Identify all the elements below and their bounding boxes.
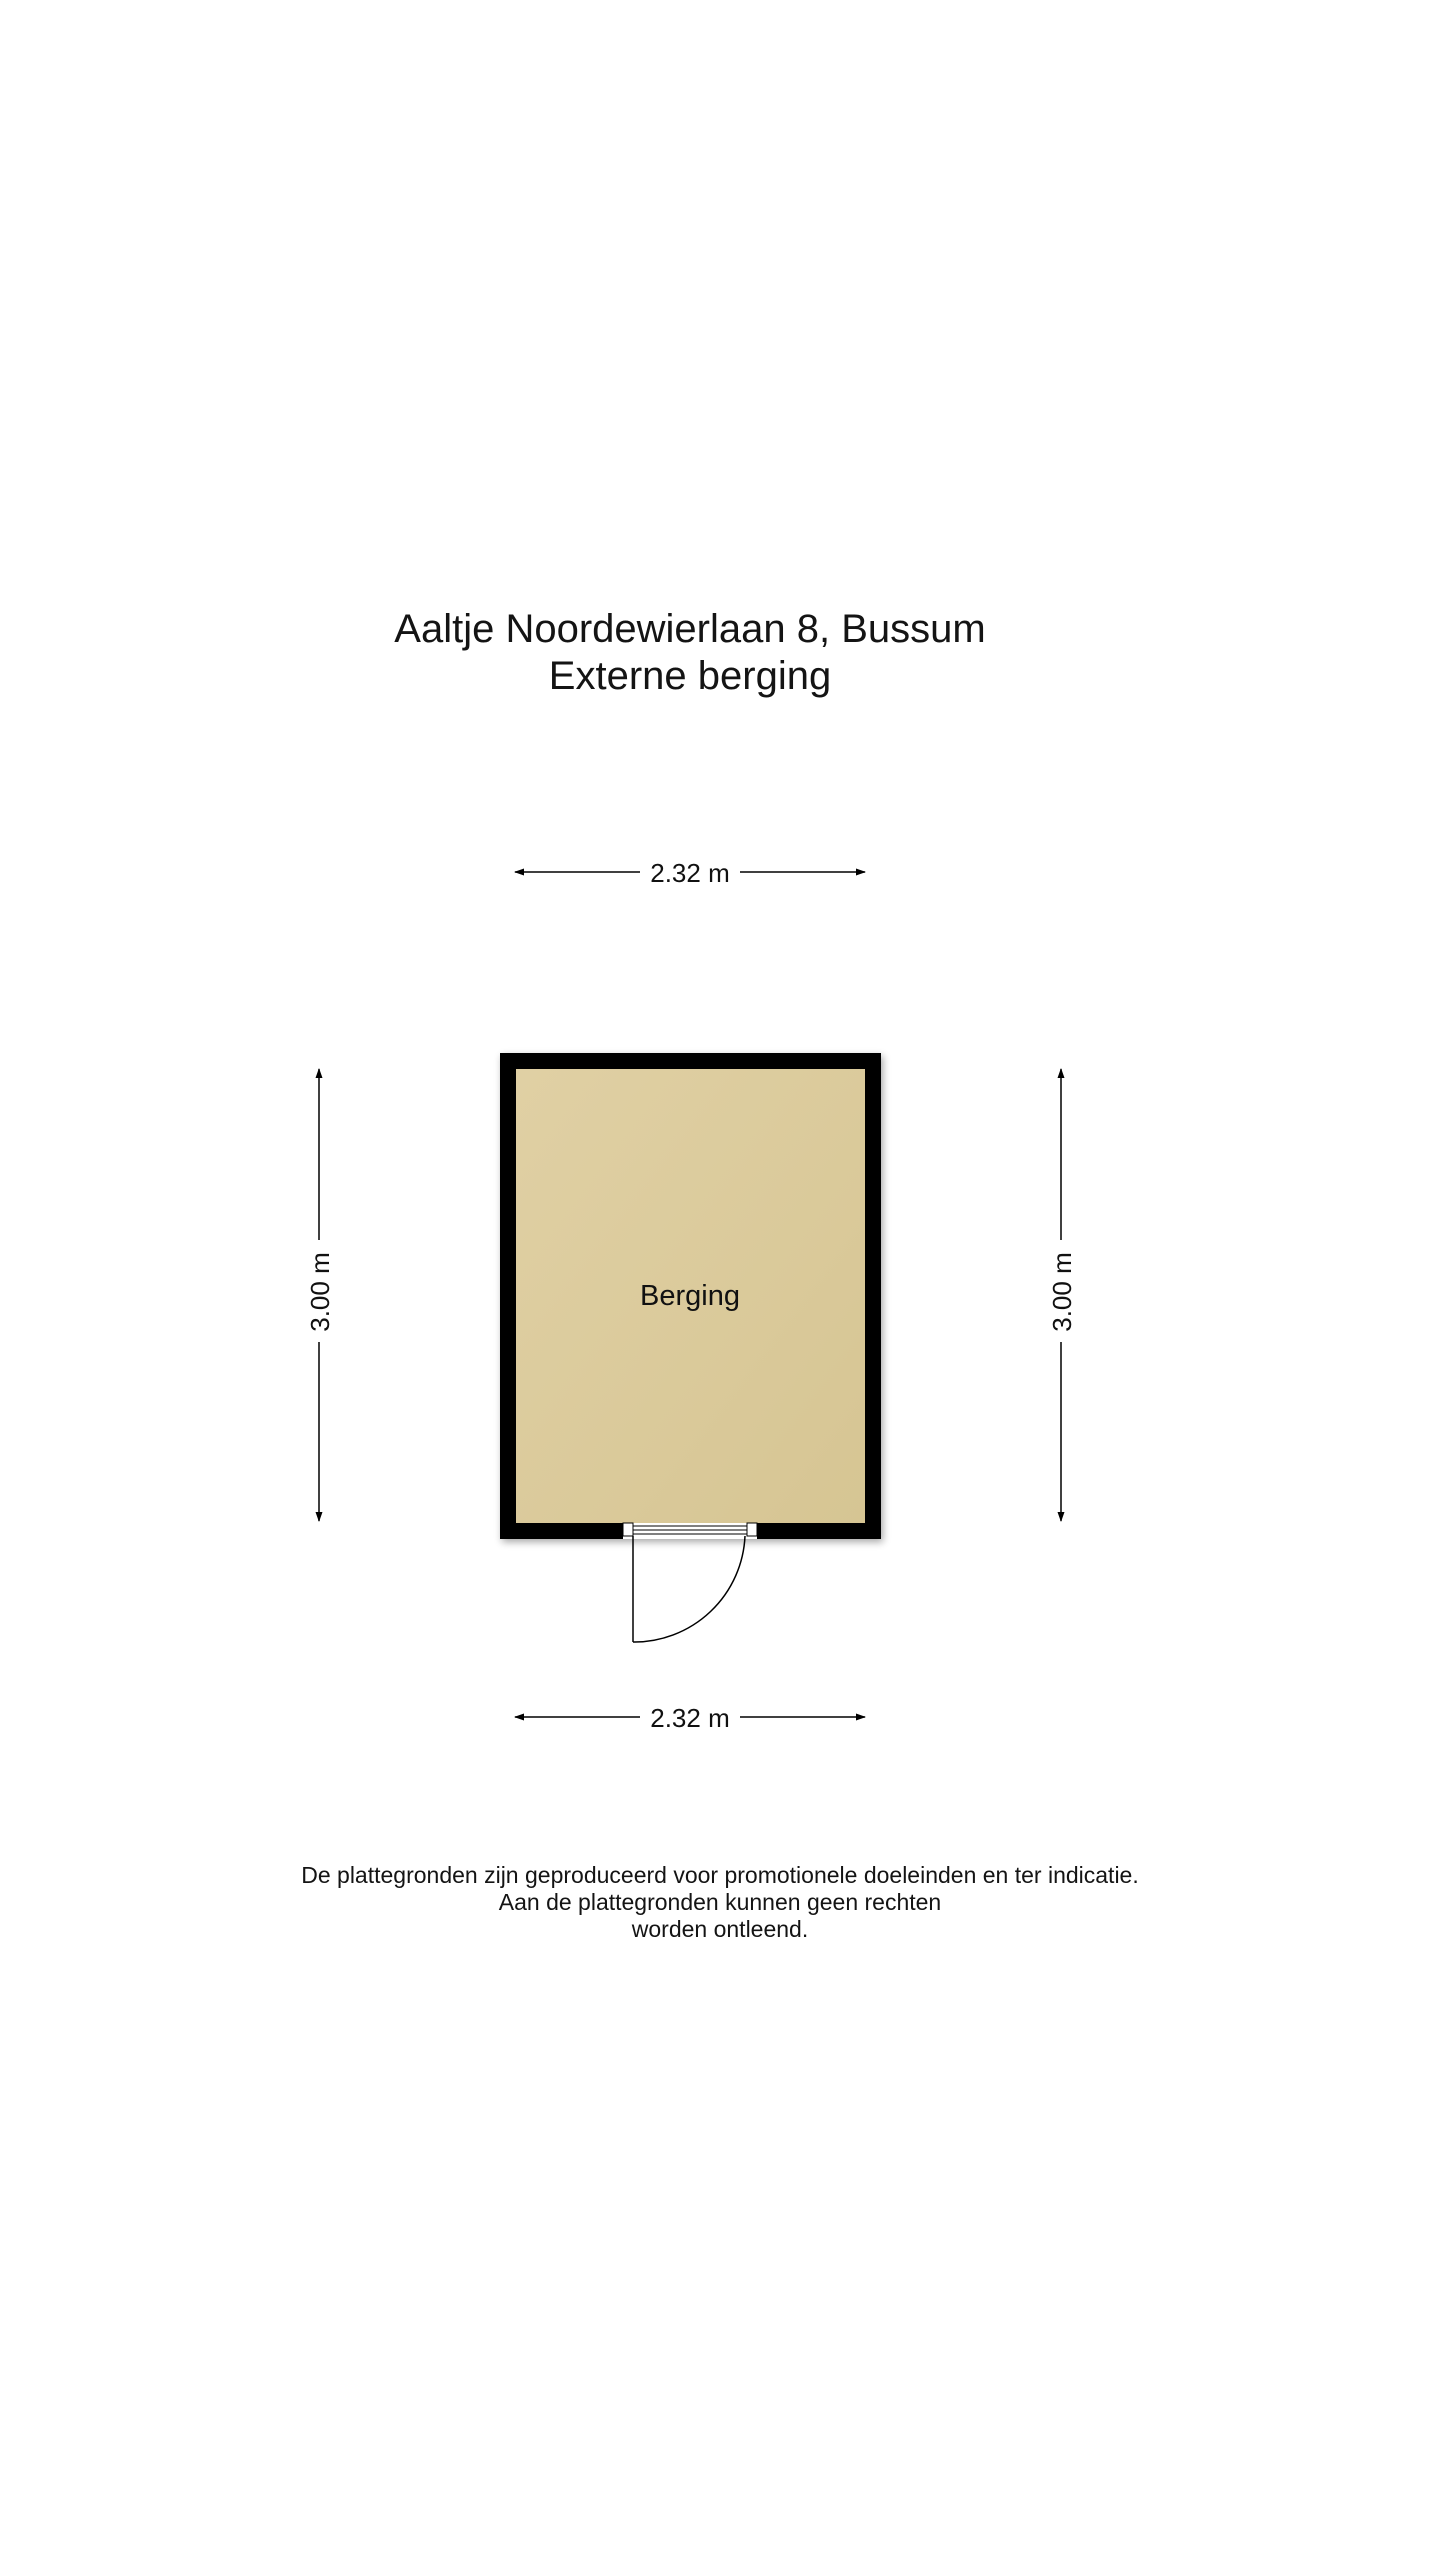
dimension-left — [305, 1069, 335, 1521]
disclaimer-line-3: worden ontleend. — [631, 1916, 809, 1942]
disclaimer-line-1: De plattegronden zijn geproduceerd voor promotionele doeleinden en ter indicatie. — [301, 1862, 1139, 1888]
disclaimer-line-2: Aan de plattegronden kunnen geen rechten — [498, 1889, 942, 1915]
dimension-top-label: 2.32 m — [650, 858, 730, 888]
dimension-right-label: 3.00 m — [1047, 1252, 1077, 1332]
dimension-bottom-label: 2.32 m — [650, 1703, 730, 1733]
dimension-right — [1047, 1069, 1077, 1521]
door — [623, 1523, 757, 1642]
dimension-left-label: 3.00 m — [305, 1252, 335, 1332]
floor-subtitle: Externe berging — [548, 654, 832, 698]
room-label: Berging — [640, 1280, 740, 1312]
dimension-bottom — [515, 1703, 865, 1733]
disclaimer — [0, 1862, 1440, 1943]
door-swing-arc — [633, 1536, 745, 1642]
address-title: Aaltje Noordewierlaan 8, Bussum — [394, 607, 986, 651]
dimension-top — [515, 858, 865, 888]
